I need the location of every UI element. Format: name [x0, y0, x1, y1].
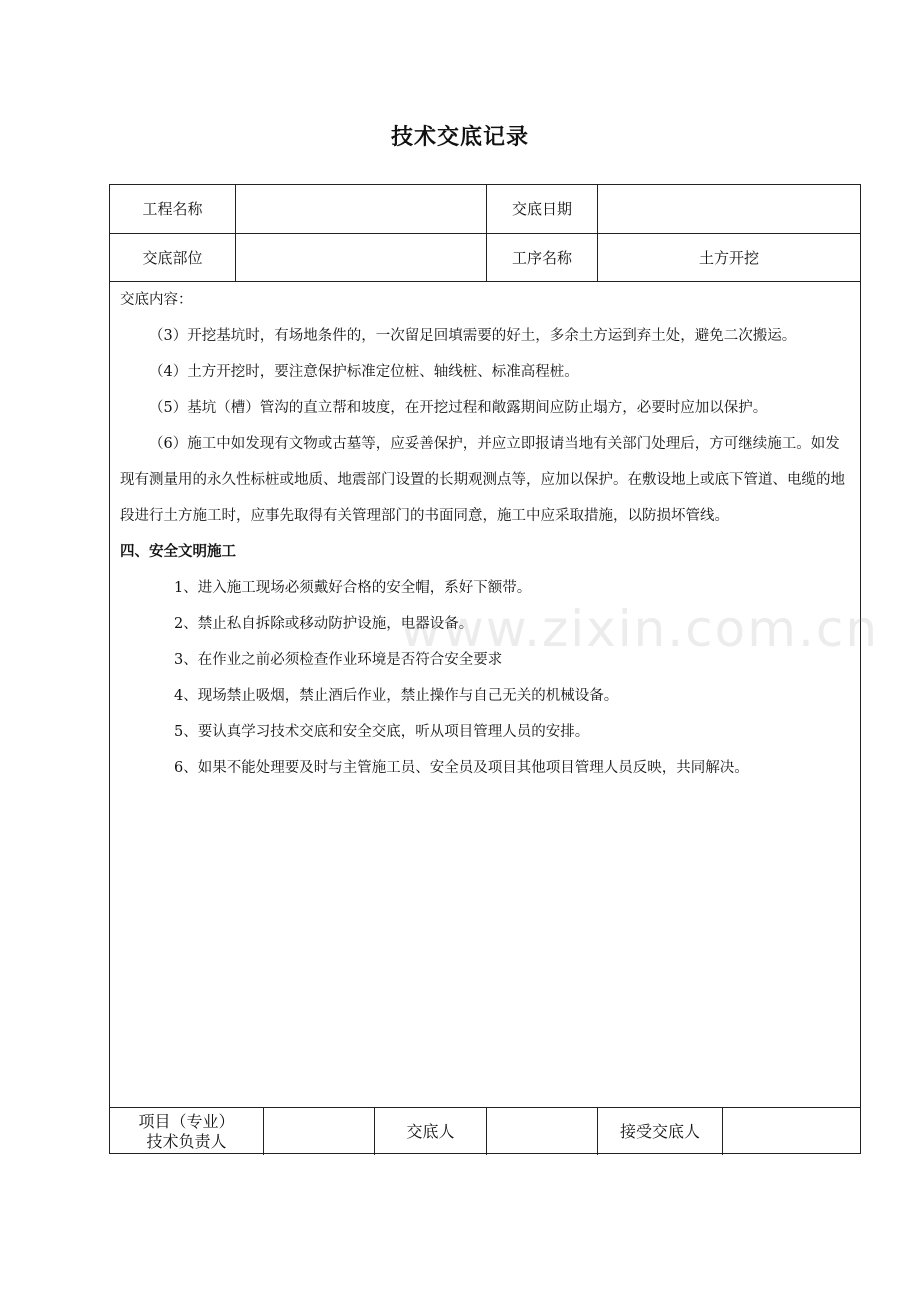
safety-item: 4、现场禁止吸烟，禁止酒后作业，禁止操作与自己无关的机械设备。 [174, 688, 619, 704]
location-label: 交底部位 [142, 248, 203, 267]
document-title: 技术交底记录 [390, 124, 529, 150]
tech-lead-label-line1: 项目（专业） [138, 1111, 235, 1131]
tech-lead-field[interactable] [264, 1108, 374, 1155]
date-label: 交底日期 [511, 200, 572, 218]
section-title: 四、安全文明施工 [120, 543, 236, 560]
briefing-content [120, 282, 854, 786]
date-field[interactable] [598, 185, 860, 233]
project-name-label: 工程名称 [142, 200, 203, 218]
receiver-field[interactable] [723, 1108, 860, 1155]
safety-item: 6、如果不能处理要及时与主管施工员、安全员及项目其他项目管理人员反映，共同解决。 [174, 760, 749, 776]
receiver-label: 接受交底人 [619, 1121, 700, 1141]
tech-lead-label [110, 1108, 263, 1155]
safety-item: 3、在作业之前必须检查作业环境是否符合安全要求 [174, 652, 503, 668]
content-paragraph: （3）开挖基坑时，有场地条件的，一次留足回填需要的好土，多余土方运到弃土处，避免二次搬运。 [149, 328, 797, 344]
presenter-field[interactable] [487, 1108, 597, 1155]
record-table [109, 184, 861, 1154]
location-field[interactable] [236, 234, 486, 281]
content-heading: 交底内容： [120, 292, 193, 308]
content-paragraph: （4）土方开挖时，要注意保护标准定位桩、轴线桩、标准高程桩。 [149, 364, 579, 380]
process-field[interactable]: 土方开挖 [698, 248, 759, 267]
presenter-label: 交底人 [406, 1121, 455, 1141]
safety-item: 1、进入施工现场必须戴好合格的安全帽，系好下额带。 [174, 580, 532, 596]
content-paragraph: （6）施工中如发现有文物或古墓等，应妥善保护，并应立即报请当地有关部门处理后，方可继续施工。如发现有测量用的永久性标桩或地质、地震部门设置的长期观测点等，应加以保护。在敷设地上或底下管道、电缆的地段进行土方施工时，应事先取得有关管理部门的书面同意，施工中应采取措施，以防损坏管线。 [120, 436, 845, 524]
safety-item: 2、禁止私自拆除或移动防护设施，电器设备。 [174, 616, 474, 632]
safety-item: 5、要认真学习技术交底和安全交底，听从项目管理人员的安排。 [174, 724, 590, 740]
process-label: 工序名称 [511, 248, 572, 267]
tech-lead-label-line2: 技术负责人 [146, 1131, 227, 1151]
content-paragraph: （5）基坑（槽）管沟的直立帮和坡度，在开挖过程和敞露期间应防止塌方，必要时应加以保护。 [149, 400, 768, 416]
watermark: www.zixin.com.cn [400, 600, 880, 658]
project-name-field[interactable] [236, 185, 486, 233]
